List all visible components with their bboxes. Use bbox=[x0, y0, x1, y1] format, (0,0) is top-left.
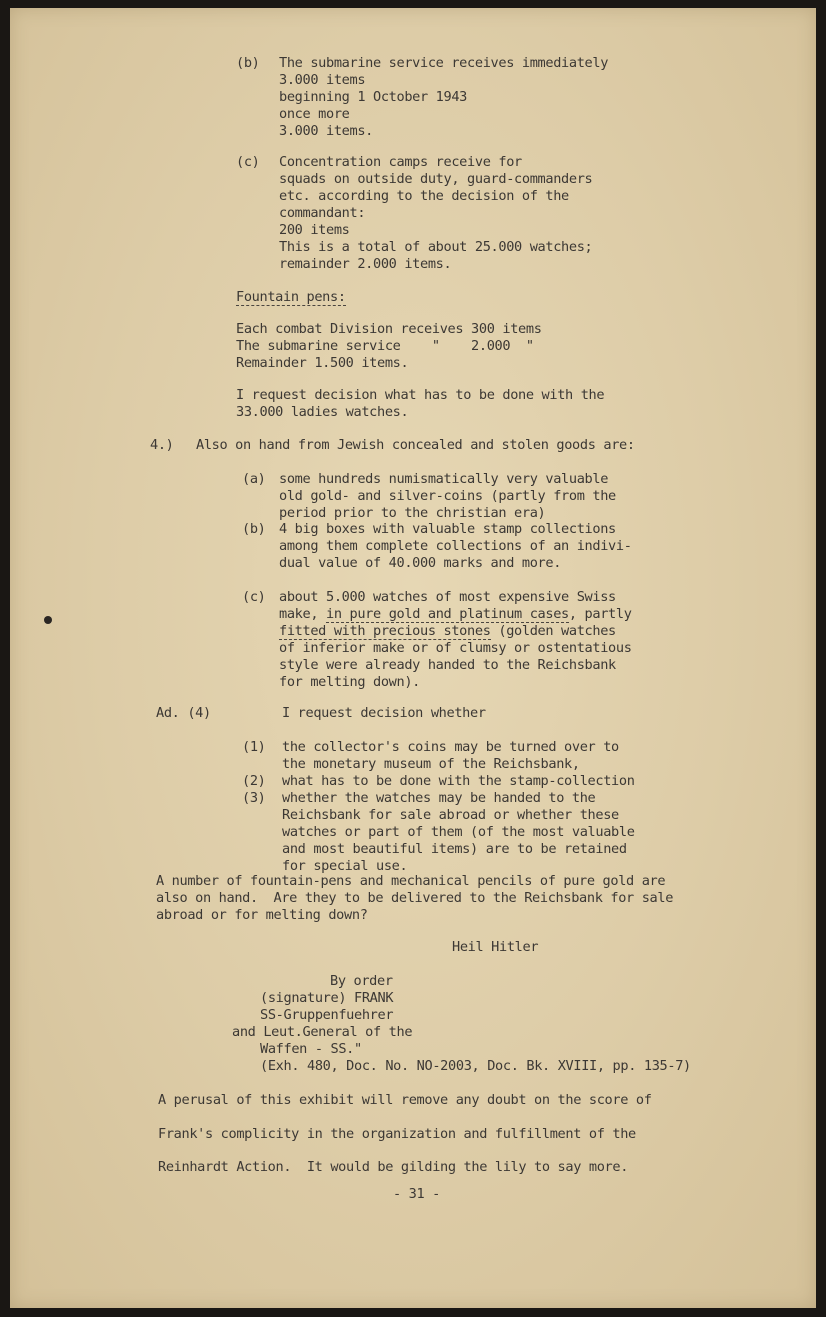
item-c-line: remainder 2.000 items. bbox=[279, 256, 452, 272]
section-4c-line: about 5.000 watches of most expensive Swiss bbox=[279, 589, 616, 605]
conclusion-line: A perusal of this exhibit will remove any doubt on the score of bbox=[158, 1092, 652, 1108]
citation: (Exh. 480, Doc. No. NO-2003, Doc. Bk. XVIII, pp. 135-7) bbox=[260, 1058, 691, 1074]
section-4a-line: some hundreds numismatically very valuable bbox=[279, 471, 609, 487]
item-c-line: This is a total of about 25.000 watches; bbox=[279, 239, 593, 255]
fountain-pens-line: Each combat Division receives 300 items bbox=[236, 321, 542, 337]
section-4c-line: style were already handed to the Reichsbank bbox=[279, 657, 616, 673]
item-b-line: beginning 1 October 1943 bbox=[279, 89, 468, 105]
section-4c-underlined: fitted with precious stones bbox=[279, 623, 491, 639]
item-c-line: Concentration camps receive for bbox=[279, 154, 522, 170]
section-4c-text: , partly bbox=[568, 606, 632, 622]
ad4-closing-line: abroad or for melting down? bbox=[156, 907, 368, 923]
section-4-intro: Also on hand from Jewish concealed and stolen goods are: bbox=[196, 437, 635, 453]
section-4c-text: (golden watches bbox=[490, 623, 616, 639]
section-4a-line: old gold- and silver-coins (partly from the bbox=[279, 488, 616, 504]
ad4-item-3-label: (3) bbox=[242, 790, 266, 806]
section-4c-line: for melting down). bbox=[279, 674, 421, 690]
ad4-closing-line: A number of fountain-pens and mechanical pencils of pure gold are bbox=[156, 873, 666, 889]
item-b-line: The submarine service receives immediately bbox=[279, 55, 609, 71]
ad4-label: Ad. (4) bbox=[156, 705, 211, 721]
ad4-item-3-line: whether the watches may be handed to the bbox=[282, 790, 596, 806]
item-c-line: 200 items bbox=[279, 222, 350, 238]
section-4a-line: period prior to the christian era) bbox=[279, 505, 546, 521]
section-4a-label: (a) bbox=[242, 471, 266, 487]
item-b-line: 3.000 items bbox=[279, 72, 366, 88]
fountain-pens-line: Remainder 1.500 items. bbox=[236, 355, 409, 371]
item-c-line: etc. according to the decision of the bbox=[279, 188, 569, 204]
ad4-item-3-line: and most beautiful items) are to be retained bbox=[282, 841, 627, 857]
signature-line: and Leut.General of the bbox=[232, 1024, 413, 1040]
document-page bbox=[10, 8, 816, 1308]
section-4-number: 4.) bbox=[150, 437, 174, 453]
item-b-label: (b) bbox=[236, 55, 260, 71]
fountain-pens-line: The submarine service " 2.000 " bbox=[236, 338, 534, 354]
section-4c-line: of inferior make or of clumsy or ostentatious bbox=[279, 640, 632, 656]
conclusion-line: Frank's complicity in the organization and fulfillment of the bbox=[158, 1126, 636, 1142]
ad4-item-2-label: (2) bbox=[242, 773, 266, 789]
item-c-line: commandant: bbox=[279, 205, 366, 221]
salutation: Heil Hitler bbox=[452, 939, 539, 955]
section-4b-label: (b) bbox=[242, 521, 266, 537]
ad4-item-3-line: Reichsbank for sale abroad or whether these bbox=[282, 807, 619, 823]
section-4b-line: among them complete collections of an indivi- bbox=[279, 538, 632, 554]
request-ladies-line: 33.000 ladies watches. bbox=[236, 404, 409, 420]
section-4c-text: make, bbox=[279, 606, 327, 622]
conclusion-line: Reinhardt Action. It would be gilding the lily to say more. bbox=[158, 1159, 629, 1175]
fountain-pens-heading bbox=[236, 289, 346, 306]
ad4-item-1-line: the monetary museum of the Reichsbank, bbox=[282, 756, 580, 772]
signature-line: (signature) FRANK bbox=[260, 990, 394, 1006]
item-b-line: once more bbox=[279, 106, 350, 122]
section-4c-label: (c) bbox=[242, 589, 266, 605]
signature-line: Waffen - SS." bbox=[260, 1041, 362, 1057]
ad4-item-2-line: what has to be done with the stamp-collection bbox=[282, 773, 635, 789]
request-ladies-line: I request decision what has to be done with the bbox=[236, 387, 605, 403]
item-b-line: 3.000 items. bbox=[279, 123, 374, 139]
ad4-item-1-line: the collector's coins may be turned over to bbox=[282, 739, 619, 755]
section-4c-underlined: in pure gold and platinum cases bbox=[326, 606, 569, 622]
section-4c-line bbox=[279, 623, 616, 640]
ad4-intro: I request decision whether bbox=[282, 705, 486, 721]
section-4b-line: 4 big boxes with valuable stamp collections bbox=[279, 521, 616, 537]
ad4-closing-line: also on hand. Are they to be delivered to the Reichsbank for sale bbox=[156, 890, 674, 906]
fountain-pens-heading-text: Fountain pens: bbox=[236, 289, 346, 305]
section-4b-line: dual value of 40.000 marks and more. bbox=[279, 555, 562, 571]
ad4-item-1-label: (1) bbox=[242, 739, 266, 755]
punch-hole-mark bbox=[44, 616, 52, 624]
item-c-label: (c) bbox=[236, 154, 260, 170]
section-4c-line bbox=[279, 606, 632, 623]
page-number: - 31 - bbox=[393, 1186, 441, 1202]
item-c-line: squads on outside duty, guard-commanders bbox=[279, 171, 593, 187]
ad4-item-3-line: watches or part of them (of the most valuable bbox=[282, 824, 635, 840]
ad4-item-3-line: for special use. bbox=[282, 858, 408, 874]
signature-line: By order bbox=[330, 973, 393, 989]
signature-line: SS-Gruppenfuehrer bbox=[260, 1007, 394, 1023]
